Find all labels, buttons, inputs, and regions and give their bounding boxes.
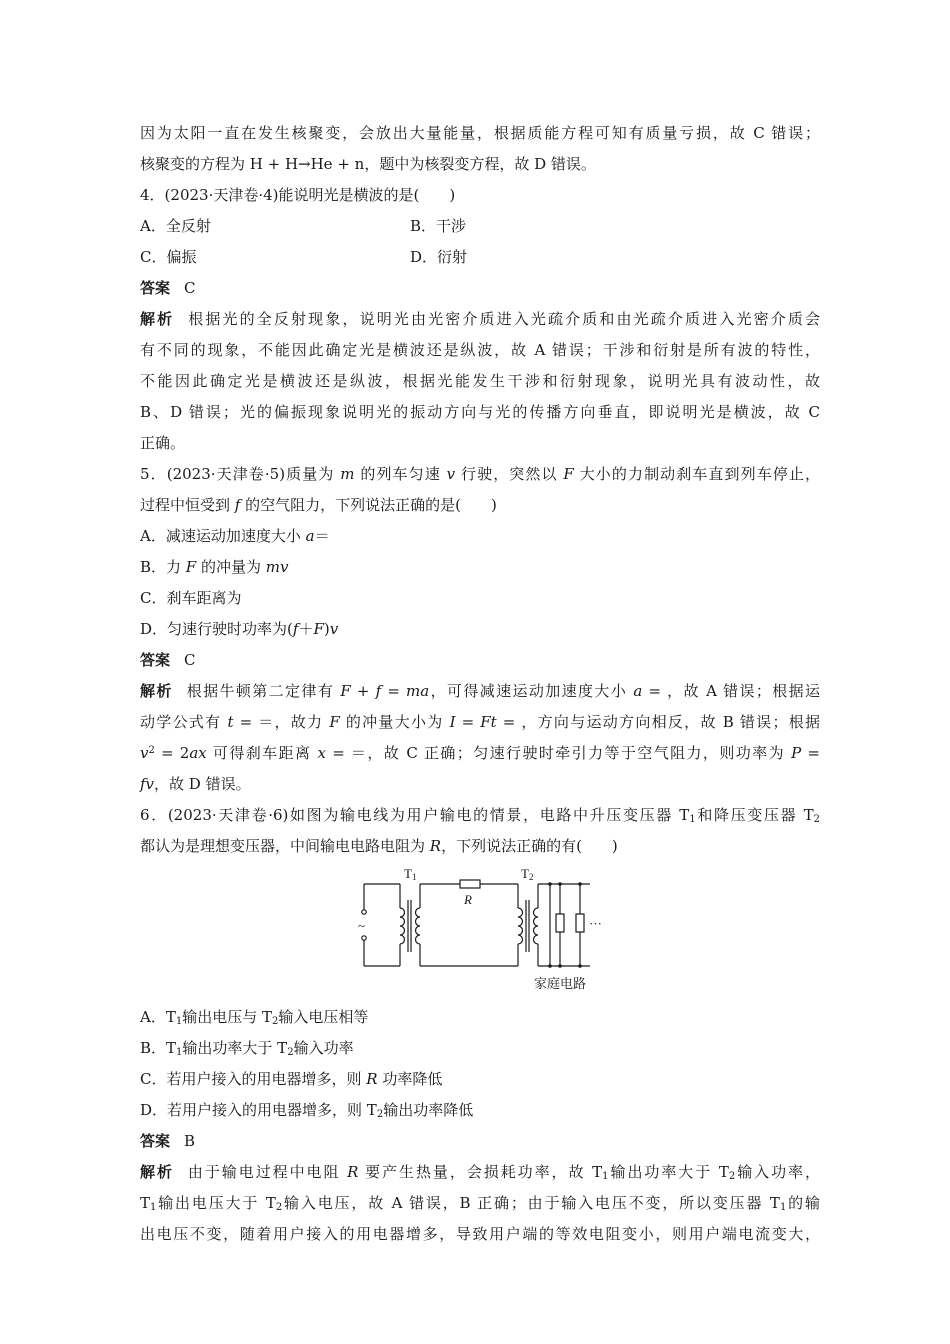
- q5-option-c: C．刹车距离为: [140, 589, 242, 607]
- resistor-r: [460, 880, 480, 888]
- subscript: 1: [176, 1047, 183, 1058]
- answer-label: 答案: [140, 279, 171, 297]
- q4-option-a: A．全反射: [140, 217, 211, 235]
- q6-analysis-text: 的输: [786, 1194, 820, 1212]
- prev-analysis-line-1: 因为太阳一直在发生核聚变，会放出大量能量，根据质能方程可知有质量亏损，故 C 错误；: [140, 124, 820, 142]
- q6-answer: [140, 1126, 820, 1157]
- q5-option-b: [140, 552, 820, 583]
- q4-option-b: B．干涉: [410, 217, 467, 235]
- var-R: R: [347, 1163, 359, 1181]
- q6-stem-text: ，下列说法正确的有( ): [441, 837, 618, 855]
- q6-stem-line-1: [140, 800, 820, 831]
- t2-label-sub: 2: [528, 872, 534, 882]
- q5-option-a: [140, 521, 820, 552]
- q5-stem-text: 的列车匀速: [354, 465, 447, 483]
- subscript: 1: [602, 1171, 609, 1182]
- q5-stem-text: 的空气阻力，下列说法正确的是( ): [240, 496, 497, 514]
- ac-symbol: ~: [358, 918, 366, 933]
- circuit-diagram: [350, 866, 610, 994]
- q6-option-text: 输出功率降低: [383, 1101, 474, 1119]
- q4-answer: [140, 273, 820, 304]
- var-t: t: [227, 713, 234, 731]
- q5-stem-text: 过程中恒受到: [140, 496, 235, 514]
- q6-stem-text: 和降压变压器 T: [695, 806, 814, 824]
- q4-answer-value: C: [184, 279, 196, 297]
- q5-answer-value: C: [184, 651, 196, 669]
- q6-option-text: D．若用户接入的用电器增多，则 T: [140, 1101, 377, 1119]
- subscript: 2: [287, 1047, 294, 1058]
- q6-option-a: [140, 1002, 820, 1033]
- var-x: x: [317, 744, 327, 762]
- q4-options-row-1: [140, 211, 820, 242]
- var-m: m: [340, 465, 355, 483]
- load-resistor-2: [576, 914, 584, 932]
- q6-analysis-line-2: [140, 1188, 820, 1219]
- q6-option-text: B．T: [140, 1039, 177, 1057]
- q5-analysis-line-4: [140, 769, 820, 800]
- q5-option-d: [140, 614, 820, 645]
- q6-analysis-text: 输出电压大于 T: [156, 1194, 276, 1212]
- q5-analysis-text: = ，故 A 错误；根据运: [642, 682, 820, 700]
- q6-analysis-text: 输出功率大于 T: [608, 1163, 729, 1181]
- t2-primary-coil: [518, 908, 523, 944]
- analysis-label: 解析: [140, 310, 175, 328]
- terminal: [362, 936, 366, 940]
- junction-dot: [578, 964, 582, 968]
- q5-stem-line-2: [140, 490, 820, 521]
- q4-option-c: C．偏振: [140, 248, 197, 266]
- q5-analysis-line-1: [140, 676, 820, 707]
- q4-stem: 4．(2023·天津卷·4)能说明光是横波的是( ): [140, 186, 456, 204]
- q6-option-text: A．T: [140, 1008, 176, 1026]
- q6-analysis-text: 由于输电过程中电阻: [187, 1163, 348, 1181]
- var-R: R: [366, 1070, 378, 1088]
- q5-analysis-text: = 2: [154, 744, 190, 762]
- q6-option-text: 输出功率大于 T: [182, 1039, 288, 1057]
- q5-option-text: 的冲量为: [196, 558, 266, 576]
- q5-analysis-text: 动学公式有: [140, 713, 228, 731]
- junction-dot: [578, 882, 582, 886]
- terminal: [362, 910, 366, 914]
- q6-analysis-text: 要产生热量，会损耗功率，故 T: [358, 1163, 603, 1181]
- answer-label: 答案: [140, 1132, 171, 1150]
- q5-option-text: B．力: [140, 558, 186, 576]
- q5-stem-text: 大小的力制动刹车直到列车停止，: [573, 465, 820, 483]
- circuit-figure: [140, 866, 820, 996]
- q5-analysis-line-3: [140, 738, 820, 769]
- prev-analysis-line-2: 核聚变的方程为 H + H→He + n，题中为核裂变方程，故 D 错误。: [140, 155, 596, 173]
- q6-stem-text: 6．(2023·天津卷·6)如图为输电线为用户输电的情景，电路中升压变压器 T: [140, 806, 690, 824]
- q6-option-text: 输出电压与 T: [182, 1008, 272, 1026]
- q6-option-text: C．若用户接入的用电器增多，则: [140, 1070, 367, 1088]
- q5-analysis-text: = ，方向与运动方向相反，故 B 错误；根据: [496, 713, 821, 731]
- q4-options-row-2: [140, 242, 820, 273]
- equation: I = Ft: [449, 713, 497, 731]
- t2-secondary-coil: [534, 908, 539, 944]
- subscript: 2: [728, 1171, 736, 1182]
- junction-dot: [548, 882, 552, 886]
- subscript: 1: [175, 1016, 183, 1027]
- subscript: 2: [272, 1016, 279, 1027]
- paren: ): [323, 620, 330, 638]
- page-content: [140, 118, 820, 1250]
- q4-analysis-line-1: [140, 304, 820, 335]
- q6-option-text: 输入功率: [293, 1039, 354, 1057]
- subscript: 2: [275, 1202, 283, 1213]
- q5-analysis-text: ，故 D 错误。: [154, 775, 251, 793]
- equation: F + f = ma: [340, 682, 430, 700]
- q5-analysis-text: 根据牛顿第二定律有: [186, 682, 341, 700]
- var-F: F: [329, 713, 340, 731]
- var-ax: ax: [189, 744, 207, 762]
- q4-option-d: D．衍射: [410, 248, 468, 266]
- q6-analysis-text: T: [140, 1194, 151, 1212]
- q5-analysis-text: 的冲量大小为: [339, 713, 450, 731]
- q5-stem-text: 行驶，突然以: [455, 465, 564, 483]
- subscript: 1: [689, 814, 696, 825]
- q6-option-c: [140, 1064, 820, 1095]
- q6-analysis-line-3: 出电压不变，随着用户接入的用电器增多，导致用户端的等效电阻变小，则用户端电流变大，: [140, 1225, 820, 1243]
- t2-label-text: T: [521, 866, 529, 881]
- q5-analysis-text: = ＝，故力: [233, 713, 330, 731]
- q5-option-text: ＝: [314, 527, 330, 545]
- var-F: F: [563, 465, 574, 483]
- q4-analysis-line-5: 正确。: [140, 434, 186, 452]
- q6-option-d: [140, 1095, 820, 1126]
- var-f: f: [234, 496, 241, 514]
- q6-answer-value: B: [184, 1132, 196, 1150]
- q6-analysis-text: 输入电压，故 A 错误，B 正确；由于输入电压不变，所以变压器 T: [282, 1194, 780, 1212]
- superscript: 2: [148, 745, 155, 756]
- q6-option-text: 输入电压相等: [278, 1008, 369, 1026]
- var-v: v: [446, 465, 456, 483]
- var-a: a: [305, 527, 315, 545]
- var-fv: fv: [140, 775, 155, 793]
- q5-analysis-line-2: [140, 707, 820, 738]
- q5-analysis-text: =: [801, 744, 820, 762]
- var-v: v: [329, 620, 339, 638]
- q6-stem-text: 都认为是理想变压器，中间输电电路电阻为: [140, 837, 430, 855]
- var-F: F: [185, 558, 197, 576]
- t1-secondary-coil: [416, 908, 421, 944]
- q5-analysis-text: ，可得减速运动加速度大小: [429, 682, 634, 700]
- var-f: f: [292, 620, 299, 638]
- more-loads-dots: ···: [589, 916, 602, 931]
- q6-option-b: [140, 1033, 820, 1064]
- analysis-label: 解析: [140, 1163, 174, 1181]
- analysis-label: 解析: [140, 682, 173, 700]
- var-R: R: [429, 837, 442, 855]
- subscript: 2: [813, 814, 821, 825]
- t2-label: [521, 866, 533, 882]
- var-P: P: [791, 744, 802, 762]
- t1-primary-coil: [400, 908, 405, 944]
- answer-label: 答案: [140, 651, 171, 669]
- q5-answer: [140, 645, 820, 676]
- q5-analysis-text: = ＝，故 C 正确；匀速行驶时牵引力等于空气阻力，则功率为: [326, 744, 792, 762]
- q4-analysis-text-1: 根据光的全反射现象，说明光由光密介质进入光疏介质和由光疏介质进入光密介质会: [188, 310, 820, 328]
- q5-stem-text: 5．(2023·天津卷·5)质量为: [140, 465, 341, 483]
- q5-option-text: A．减速运动加速度大小: [140, 527, 306, 545]
- q6-stem-line-2: [140, 831, 820, 862]
- q5-stem-line-1: [140, 459, 820, 490]
- var-v: v: [140, 744, 149, 762]
- t1-label: [404, 866, 416, 882]
- junction-dot: [548, 964, 552, 968]
- q5-option-text: D．匀速行驶时功率为(: [140, 620, 293, 638]
- q6-option-text: 功率降低: [377, 1070, 443, 1088]
- household-circuit-caption: 家庭电路: [534, 976, 587, 991]
- t1-label-sub: 1: [411, 872, 417, 882]
- junction-dot: [558, 882, 562, 886]
- q4-analysis-line-2: 有不同的现象，不能因此确定光是横波还是纵波，故 A 错误；干涉和衍射是所有波的特性，: [140, 341, 820, 359]
- q6-analysis-line-1: [140, 1157, 820, 1188]
- plus-sign: ＋: [298, 620, 314, 638]
- q4-analysis-line-4: B、D 错误；光的偏振现象说明光的振动方向与光的传播方向垂直，即说明光是横波，故 C: [140, 403, 820, 421]
- subscript: 2: [376, 1109, 384, 1120]
- subscript: 1: [150, 1202, 157, 1213]
- subscript: 1: [779, 1202, 787, 1213]
- q5-analysis-text: 可得刹车距离: [206, 744, 318, 762]
- q6-analysis-text: 输入功率，: [735, 1163, 820, 1181]
- var-a: a: [633, 682, 643, 700]
- junction-dot: [558, 964, 562, 968]
- var-mv: mv: [265, 558, 289, 576]
- var-F: F: [313, 620, 324, 638]
- r-label: R: [464, 892, 472, 907]
- load-resistor-1: [556, 914, 564, 932]
- t1-label-text: T: [404, 866, 412, 881]
- q4-analysis-line-3: 不能因此确定光是横波还是纵波，根据光能发生干涉和衍射现象，说明光具有波动性，故: [140, 372, 820, 390]
